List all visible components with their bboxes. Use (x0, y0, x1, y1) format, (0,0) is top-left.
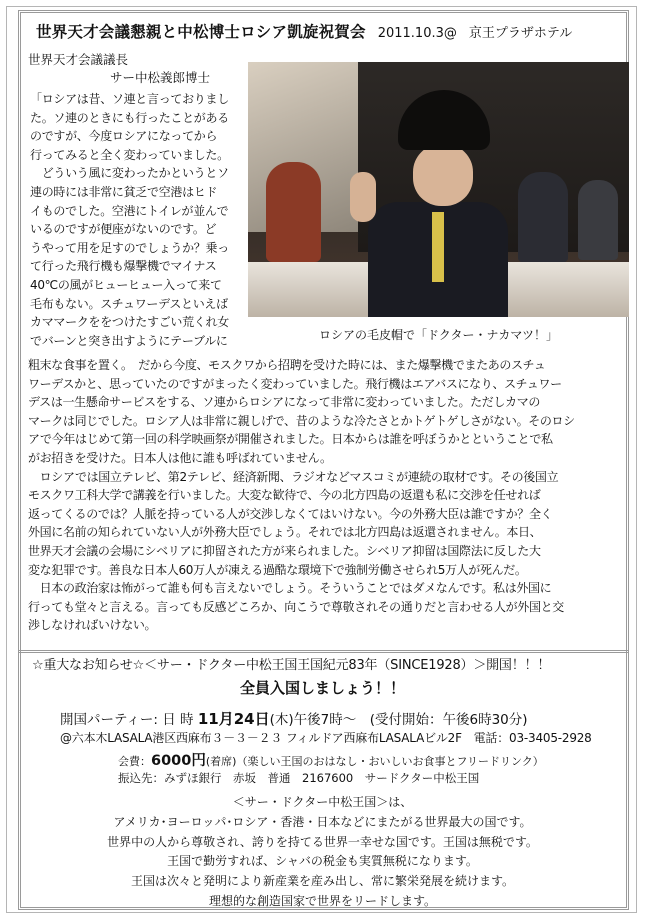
article-line: て行った飛行機も爆撃機でマイナス (30, 259, 217, 274)
ideal-line: 理想的な創造国家で世界をリードします。 (208, 893, 437, 908)
fee-value: 6000円 (151, 753, 206, 769)
party-address: @六本木LASALA港区西麻布３－３－２３ フィルドア西麻布LASALAビル2F 電話：03-3405-2928 (60, 731, 592, 745)
photo-speaker-tie (432, 212, 444, 282)
datetime-rest: (木)午後7時～ (受付開始：午後6時30分) (269, 712, 528, 728)
article-line: イものでした。空港にトイレが並んで (30, 203, 229, 218)
article-line: デスは一生懸命サービスをする、ソ連からロシアになって非常に変わっていました。ただしカマの (28, 395, 541, 410)
ideal-line: ＜サー・ドクター中松王国＞は、 (232, 795, 413, 809)
photo-guest-woman (266, 162, 321, 262)
article-line: 渉しなければいけない。 (28, 618, 157, 633)
author-name: サー中松義郎博士 (110, 70, 211, 85)
article-line: カママークををつけたすごい荒くれ女 (30, 315, 229, 330)
article-line: ワーデスかと、思っていたのですがまったく変わっていました。飛行機はエアバスになり、スチュワー (28, 376, 562, 391)
party-label: 開国パーティー: (60, 712, 158, 728)
notice-headline: 全員入国しましょう！！ (239, 679, 405, 697)
article-line: 外国に名前の知られていない人が外務大臣でしょう。それでは北方四島は返還されません。本日、 (28, 525, 542, 540)
article-line: 「ロシアは昔、ソ連と言っておりまし (30, 92, 229, 106)
datetime-label: 日 時 (162, 712, 194, 728)
article-line: 粗末な食事を置く。 だから今度、モスクワから招聘を受けた時には、また爆撃機でまたあのスチュ (28, 358, 546, 372)
article-body (28, 356, 626, 635)
ideal-line: 世界中の人から尊敬され、誇りを持てる世界一幸せな国です。王国は無税です。 (107, 834, 538, 849)
fee-note: (着席)（楽しい王国のおはなし・おいしいお食事とフリードリンク） (205, 755, 544, 768)
article-line: 返ってくるのでは？人脈を持っている人が交渉しなくてはいけない。今の外務大臣は誰ですか？全く (28, 506, 553, 521)
photo-guest-man (518, 172, 568, 262)
article-line: 40℃の風がヒューヒュー入って来て (30, 277, 222, 292)
page-title: 世界天才会議懇親と中松博士ロシア凱旋祝賀会 (36, 23, 366, 41)
article-line: 日本の政治家は怖がって誰も何も言えないでしょう。そういうことではダメなんです。私は外国に (28, 581, 552, 596)
bank-transfer: 振込先：みずほ銀行 赤坂 普通 2167600 サードクター中松王国 (118, 771, 480, 785)
event-venue: 京王プラザホテル (468, 26, 573, 41)
photo-caption: ロシアの毛皮帽で「ドクター・ナカマツ！」 (319, 328, 558, 342)
notice-announcement: ☆重大なお知らせ☆＜サー・ドクター中松王国王国紀元83年（SINCE1928）＞開国！！！ (32, 658, 551, 673)
ideal-line: 王国で勤労すれば、シャバの税金も実質無税になります。 (167, 854, 478, 869)
photo-speaker-face (413, 144, 473, 206)
ideal-line: アメリカ･ヨーロッパ･ロシア・香港・日本などにまたがる世界最大の国です。 (113, 814, 532, 829)
article-line: がお招きを受けた。日本人は他に誰も呼ばれていません。 (28, 450, 332, 465)
article-line: マークは同じでした。ロシア人は非常に親しげで、昔のような冷たさとかトゲトゲしさがない。そのロシ (28, 413, 575, 428)
photo-guest-man-2 (578, 180, 618, 260)
datetime-value: 11月24日 (197, 710, 270, 728)
article-line: でバーンと突き出すようにテーブルに (30, 333, 228, 348)
article-line: 行ってみると全く変わっていました。 (30, 147, 229, 162)
party-fee (118, 749, 544, 770)
article-line: 世界天才会議の会場にシベリアに抑留された方が来られました。シベリア抑留は国際法に反した大 (28, 543, 541, 558)
article-line: た。ソ連のときにも行ったことがある (30, 110, 229, 125)
article-line: アで今年はじめて第一回の科学映画祭が開催されました。日本からは誰を呼ぼうかとということで私 (28, 432, 553, 447)
article-line: うやって用を足すのでしょうか？乗っ (30, 240, 229, 255)
article-line: 変な犯罪です。善良な日本人60万人が凍える過酷な環境下で強制労働させられ5万人が死んだ。 (28, 562, 527, 577)
party-datetime (60, 708, 528, 729)
article-column (30, 90, 244, 350)
article-line: 連の時には非常に貧乏で空港はヒド (30, 184, 218, 199)
victory-hand-icon (350, 172, 376, 222)
article-line: 毛布もない。スチュワーデスといえば (30, 296, 228, 311)
author-role: 世界天才会議議長 (28, 52, 129, 67)
article-line: どういう風に変わったかというとソ (30, 166, 229, 181)
article-line: ロシアでは国立テレビ、第2テレビ、経済新聞、ラジオなどマスコミが連続の取材です。その後国立 (28, 469, 559, 484)
article-line: 行っても堂々と言える。言っても反感どころか、向こうで尊敬されその通りだと言わせる人が外国と交 (28, 599, 564, 614)
article-line: いるのですが便座がないのです。ど (30, 222, 217, 237)
page-header (36, 20, 621, 44)
fee-label: 会費： (118, 755, 151, 768)
kingdom-ideals (0, 793, 645, 912)
article-line: のですが、今度ロシアになってから (30, 129, 218, 144)
event-photo (248, 62, 629, 317)
ideal-line: 王国は次々と発明により新産業を産み出し、常に繁栄発展を続けます。 (130, 874, 515, 889)
event-date: 2011.10.3@ (377, 26, 457, 41)
article-line: モスクワ工科大学で講義を行いました。大変な歓待で、今の北方四島の返還も私に交渉を任せれば (28, 488, 541, 503)
